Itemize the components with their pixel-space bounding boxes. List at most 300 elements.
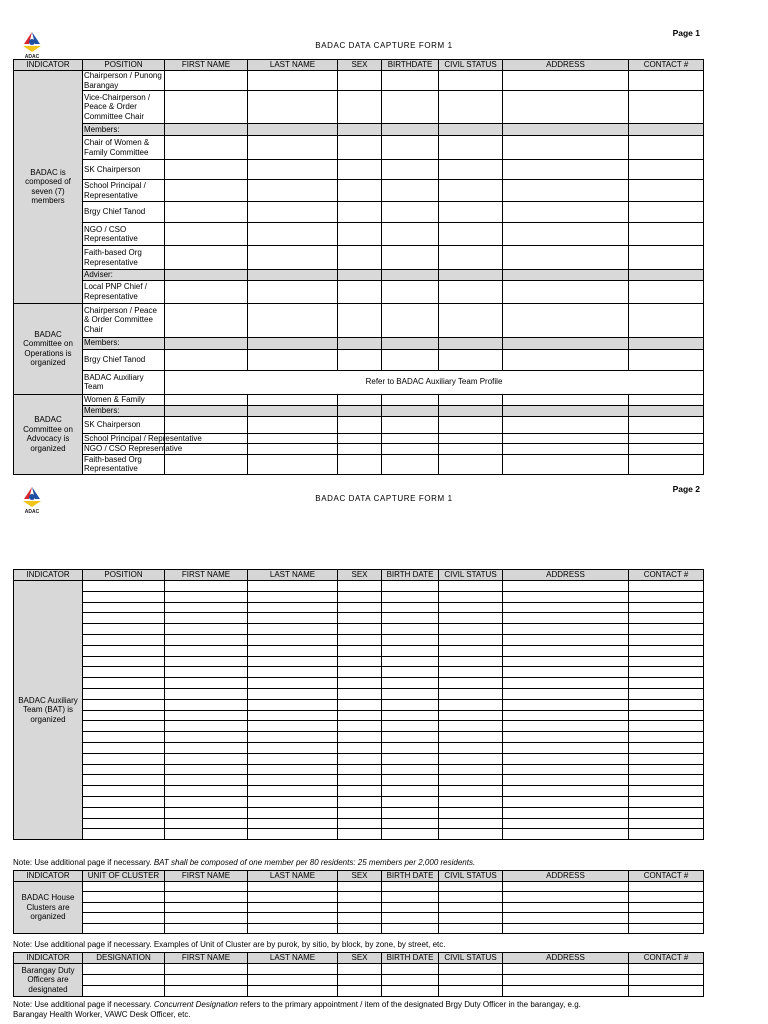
last-name-cell[interactable] xyxy=(248,246,338,270)
first-name-cell[interactable] xyxy=(165,986,248,997)
birthdate-cell[interactable] xyxy=(382,303,439,337)
birthdate-cell[interactable] xyxy=(382,796,439,807)
birthdate-cell[interactable] xyxy=(382,160,439,180)
last-name-cell[interactable] xyxy=(248,416,338,433)
civil-status-cell[interactable] xyxy=(439,764,503,775)
sex-cell[interactable] xyxy=(338,753,382,764)
address-cell[interactable] xyxy=(503,71,629,91)
contact-cell[interactable] xyxy=(629,246,704,270)
address-cell[interactable] xyxy=(503,602,629,613)
contact-cell[interactable] xyxy=(629,581,704,592)
civil-status-cell[interactable] xyxy=(439,180,503,202)
first-name-cell[interactable] xyxy=(165,223,248,246)
civil-status-cell[interactable] xyxy=(439,602,503,613)
last-name-cell[interactable] xyxy=(248,975,338,986)
position-cell[interactable] xyxy=(83,818,165,829)
last-name-cell[interactable] xyxy=(248,602,338,613)
sex-cell[interactable] xyxy=(338,678,382,689)
address-cell[interactable] xyxy=(503,764,629,775)
position-cell[interactable] xyxy=(83,634,165,645)
sex-cell[interactable] xyxy=(338,160,382,180)
sex-cell[interactable] xyxy=(338,246,382,270)
civil-status-cell[interactable] xyxy=(439,721,503,732)
sex-cell[interactable] xyxy=(338,645,382,656)
sex-cell[interactable] xyxy=(338,807,382,818)
sex-cell[interactable] xyxy=(338,742,382,753)
position-cell[interactable] xyxy=(83,923,165,933)
first-name-cell[interactable] xyxy=(165,913,248,923)
contact-cell[interactable] xyxy=(629,416,704,433)
civil-status-cell[interactable] xyxy=(439,246,503,270)
first-name-cell[interactable] xyxy=(165,829,248,840)
first-name-cell[interactable] xyxy=(165,337,248,349)
civil-status-cell[interactable] xyxy=(439,270,503,281)
last-name-cell[interactable] xyxy=(248,721,338,732)
contact-cell[interactable] xyxy=(629,732,704,743)
civil-status-cell[interactable] xyxy=(439,280,503,303)
last-name-cell[interactable] xyxy=(248,394,338,405)
birthdate-cell[interactable] xyxy=(382,710,439,721)
address-cell[interactable] xyxy=(503,454,629,474)
birthdate-cell[interactable] xyxy=(382,246,439,270)
sex-cell[interactable] xyxy=(338,613,382,624)
position-cell[interactable] xyxy=(83,775,165,786)
first-name-cell[interactable] xyxy=(165,202,248,223)
address-cell[interactable] xyxy=(503,721,629,732)
position-cell[interactable] xyxy=(83,742,165,753)
civil-status-cell[interactable] xyxy=(439,645,503,656)
birthdate-cell[interactable] xyxy=(382,180,439,202)
position-cell[interactable] xyxy=(83,902,165,912)
last-name-cell[interactable] xyxy=(248,337,338,349)
first-name-cell[interactable] xyxy=(165,160,248,180)
civil-status-cell[interactable] xyxy=(439,416,503,433)
birthdate-cell[interactable] xyxy=(382,433,439,444)
civil-status-cell[interactable] xyxy=(439,667,503,678)
last-name-cell[interactable] xyxy=(248,270,338,281)
last-name-cell[interactable] xyxy=(248,303,338,337)
first-name-cell[interactable] xyxy=(165,796,248,807)
birthdate-cell[interactable] xyxy=(382,764,439,775)
birthdate-cell[interactable] xyxy=(382,602,439,613)
first-name-cell[interactable] xyxy=(165,764,248,775)
first-name-cell[interactable] xyxy=(165,624,248,635)
contact-cell[interactable] xyxy=(629,892,704,902)
civil-status-cell[interactable] xyxy=(439,986,503,997)
first-name-cell[interactable] xyxy=(165,882,248,892)
civil-status-cell[interactable] xyxy=(439,902,503,912)
sex-cell[interactable] xyxy=(338,796,382,807)
position-cell[interactable] xyxy=(83,710,165,721)
civil-status-cell[interactable] xyxy=(439,829,503,840)
civil-status-cell[interactable] xyxy=(439,160,503,180)
contact-cell[interactable] xyxy=(629,634,704,645)
sex-cell[interactable] xyxy=(338,667,382,678)
position-cell[interactable] xyxy=(83,581,165,592)
sex-cell[interactable] xyxy=(338,433,382,444)
birthdate-cell[interactable] xyxy=(382,775,439,786)
birthdate-cell[interactable] xyxy=(382,405,439,416)
last-name-cell[interactable] xyxy=(248,667,338,678)
first-name-cell[interactable] xyxy=(165,124,248,136)
first-name-cell[interactable] xyxy=(165,645,248,656)
first-name-cell[interactable] xyxy=(165,688,248,699)
contact-cell[interactable] xyxy=(629,270,704,281)
civil-status-cell[interactable] xyxy=(439,71,503,91)
first-name-cell[interactable] xyxy=(165,405,248,416)
first-name-cell[interactable] xyxy=(165,246,248,270)
civil-status-cell[interactable] xyxy=(439,349,503,370)
address-cell[interactable] xyxy=(503,732,629,743)
address-cell[interactable] xyxy=(503,742,629,753)
first-name-cell[interactable] xyxy=(165,732,248,743)
civil-status-cell[interactable] xyxy=(439,613,503,624)
first-name-cell[interactable] xyxy=(165,923,248,933)
civil-status-cell[interactable] xyxy=(439,223,503,246)
contact-cell[interactable] xyxy=(629,721,704,732)
birthdate-cell[interactable] xyxy=(382,964,439,975)
civil-status-cell[interactable] xyxy=(439,454,503,474)
position-cell[interactable] xyxy=(83,986,165,997)
first-name-cell[interactable] xyxy=(165,416,248,433)
last-name-cell[interactable] xyxy=(248,923,338,933)
contact-cell[interactable] xyxy=(629,902,704,912)
contact-cell[interactable] xyxy=(629,444,704,455)
position-cell[interactable] xyxy=(83,796,165,807)
birthdate-cell[interactable] xyxy=(382,337,439,349)
last-name-cell[interactable] xyxy=(248,223,338,246)
civil-status-cell[interactable] xyxy=(439,656,503,667)
address-cell[interactable] xyxy=(503,280,629,303)
civil-status-cell[interactable] xyxy=(439,91,503,124)
civil-status-cell[interactable] xyxy=(439,433,503,444)
contact-cell[interactable] xyxy=(629,710,704,721)
civil-status-cell[interactable] xyxy=(439,710,503,721)
birthdate-cell[interactable] xyxy=(382,349,439,370)
last-name-cell[interactable] xyxy=(248,892,338,902)
address-cell[interactable] xyxy=(503,786,629,797)
address-cell[interactable] xyxy=(503,624,629,635)
first-name-cell[interactable] xyxy=(165,602,248,613)
last-name-cell[interactable] xyxy=(248,829,338,840)
birthdate-cell[interactable] xyxy=(382,416,439,433)
civil-status-cell[interactable] xyxy=(439,775,503,786)
address-cell[interactable] xyxy=(503,581,629,592)
sex-cell[interactable] xyxy=(338,786,382,797)
first-name-cell[interactable] xyxy=(165,591,248,602)
contact-cell[interactable] xyxy=(629,818,704,829)
sex-cell[interactable] xyxy=(338,710,382,721)
last-name-cell[interactable] xyxy=(248,913,338,923)
contact-cell[interactable] xyxy=(629,136,704,160)
address-cell[interactable] xyxy=(503,656,629,667)
position-cell[interactable] xyxy=(83,892,165,902)
civil-status-cell[interactable] xyxy=(439,624,503,635)
address-cell[interactable] xyxy=(503,913,629,923)
sex-cell[interactable] xyxy=(338,180,382,202)
civil-status-cell[interactable] xyxy=(439,732,503,743)
address-cell[interactable] xyxy=(503,613,629,624)
civil-status-cell[interactable] xyxy=(439,202,503,223)
last-name-cell[interactable] xyxy=(248,882,338,892)
civil-status-cell[interactable] xyxy=(439,124,503,136)
address-cell[interactable] xyxy=(503,923,629,933)
first-name-cell[interactable] xyxy=(165,454,248,474)
contact-cell[interactable] xyxy=(629,303,704,337)
address-cell[interactable] xyxy=(503,829,629,840)
birthdate-cell[interactable] xyxy=(382,136,439,160)
contact-cell[interactable] xyxy=(629,71,704,91)
position-cell[interactable] xyxy=(83,786,165,797)
civil-status-cell[interactable] xyxy=(439,923,503,933)
sex-cell[interactable] xyxy=(338,975,382,986)
civil-status-cell[interactable] xyxy=(439,136,503,160)
position-cell[interactable] xyxy=(83,753,165,764)
last-name-cell[interactable] xyxy=(248,753,338,764)
birthdate-cell[interactable] xyxy=(382,786,439,797)
address-cell[interactable] xyxy=(503,699,629,710)
last-name-cell[interactable] xyxy=(248,732,338,743)
last-name-cell[interactable] xyxy=(248,710,338,721)
sex-cell[interactable] xyxy=(338,91,382,124)
contact-cell[interactable] xyxy=(629,433,704,444)
last-name-cell[interactable] xyxy=(248,902,338,912)
birthdate-cell[interactable] xyxy=(382,732,439,743)
last-name-cell[interactable] xyxy=(248,349,338,370)
contact-cell[interactable] xyxy=(629,786,704,797)
birthdate-cell[interactable] xyxy=(382,394,439,405)
sex-cell[interactable] xyxy=(338,721,382,732)
address-cell[interactable] xyxy=(503,91,629,124)
contact-cell[interactable] xyxy=(629,667,704,678)
civil-status-cell[interactable] xyxy=(439,892,503,902)
position-cell[interactable] xyxy=(83,624,165,635)
contact-cell[interactable] xyxy=(629,678,704,689)
position-cell[interactable] xyxy=(83,591,165,602)
address-cell[interactable] xyxy=(503,444,629,455)
contact-cell[interactable] xyxy=(629,613,704,624)
sex-cell[interactable] xyxy=(338,454,382,474)
last-name-cell[interactable] xyxy=(248,280,338,303)
birthdate-cell[interactable] xyxy=(382,202,439,223)
birthdate-cell[interactable] xyxy=(382,91,439,124)
first-name-cell[interactable] xyxy=(165,892,248,902)
contact-cell[interactable] xyxy=(629,699,704,710)
address-cell[interactable] xyxy=(503,124,629,136)
first-name-cell[interactable] xyxy=(165,71,248,91)
civil-status-cell[interactable] xyxy=(439,786,503,797)
contact-cell[interactable] xyxy=(629,124,704,136)
sex-cell[interactable] xyxy=(338,775,382,786)
last-name-cell[interactable] xyxy=(248,764,338,775)
contact-cell[interactable] xyxy=(629,829,704,840)
last-name-cell[interactable] xyxy=(248,645,338,656)
sex-cell[interactable] xyxy=(338,280,382,303)
birthdate-cell[interactable] xyxy=(382,581,439,592)
address-cell[interactable] xyxy=(503,433,629,444)
first-name-cell[interactable] xyxy=(165,667,248,678)
address-cell[interactable] xyxy=(503,688,629,699)
sex-cell[interactable] xyxy=(338,688,382,699)
first-name-cell[interactable] xyxy=(165,721,248,732)
contact-cell[interactable] xyxy=(629,180,704,202)
birthdate-cell[interactable] xyxy=(382,667,439,678)
last-name-cell[interactable] xyxy=(248,124,338,136)
civil-status-cell[interactable] xyxy=(439,581,503,592)
birthdate-cell[interactable] xyxy=(382,124,439,136)
sex-cell[interactable] xyxy=(338,416,382,433)
contact-cell[interactable] xyxy=(629,454,704,474)
birthdate-cell[interactable] xyxy=(382,678,439,689)
last-name-cell[interactable] xyxy=(248,786,338,797)
first-name-cell[interactable] xyxy=(165,349,248,370)
address-cell[interactable] xyxy=(503,160,629,180)
sex-cell[interactable] xyxy=(338,732,382,743)
last-name-cell[interactable] xyxy=(248,699,338,710)
sex-cell[interactable] xyxy=(338,303,382,337)
sex-cell[interactable] xyxy=(338,270,382,281)
contact-cell[interactable] xyxy=(629,349,704,370)
last-name-cell[interactable] xyxy=(248,688,338,699)
sex-cell[interactable] xyxy=(338,405,382,416)
position-cell[interactable] xyxy=(83,667,165,678)
first-name-cell[interactable] xyxy=(165,678,248,689)
address-cell[interactable] xyxy=(503,775,629,786)
civil-status-cell[interactable] xyxy=(439,742,503,753)
contact-cell[interactable] xyxy=(629,91,704,124)
civil-status-cell[interactable] xyxy=(439,975,503,986)
address-cell[interactable] xyxy=(503,796,629,807)
birthdate-cell[interactable] xyxy=(382,807,439,818)
contact-cell[interactable] xyxy=(629,394,704,405)
last-name-cell[interactable] xyxy=(248,613,338,624)
position-cell[interactable] xyxy=(83,829,165,840)
contact-cell[interactable] xyxy=(629,656,704,667)
first-name-cell[interactable] xyxy=(165,818,248,829)
position-cell[interactable] xyxy=(83,721,165,732)
address-cell[interactable] xyxy=(503,753,629,764)
address-cell[interactable] xyxy=(503,136,629,160)
sex-cell[interactable] xyxy=(338,624,382,635)
birthdate-cell[interactable] xyxy=(382,591,439,602)
birthdate-cell[interactable] xyxy=(382,699,439,710)
address-cell[interactable] xyxy=(503,180,629,202)
sex-cell[interactable] xyxy=(338,581,382,592)
contact-cell[interactable] xyxy=(629,764,704,775)
sex-cell[interactable] xyxy=(338,124,382,136)
address-cell[interactable] xyxy=(503,223,629,246)
birthdate-cell[interactable] xyxy=(382,721,439,732)
last-name-cell[interactable] xyxy=(248,796,338,807)
birthdate-cell[interactable] xyxy=(382,454,439,474)
last-name-cell[interactable] xyxy=(248,202,338,223)
position-cell[interactable] xyxy=(83,613,165,624)
sex-cell[interactable] xyxy=(338,913,382,923)
birthdate-cell[interactable] xyxy=(382,902,439,912)
first-name-cell[interactable] xyxy=(165,634,248,645)
last-name-cell[interactable] xyxy=(248,818,338,829)
sex-cell[interactable] xyxy=(338,602,382,613)
contact-cell[interactable] xyxy=(629,742,704,753)
birthdate-cell[interactable] xyxy=(382,753,439,764)
birthdate-cell[interactable] xyxy=(382,71,439,91)
last-name-cell[interactable] xyxy=(248,180,338,202)
first-name-cell[interactable] xyxy=(165,581,248,592)
sex-cell[interactable] xyxy=(338,71,382,91)
contact-cell[interactable] xyxy=(629,688,704,699)
address-cell[interactable] xyxy=(503,667,629,678)
address-cell[interactable] xyxy=(503,807,629,818)
last-name-cell[interactable] xyxy=(248,775,338,786)
first-name-cell[interactable] xyxy=(165,753,248,764)
first-name-cell[interactable] xyxy=(165,902,248,912)
sex-cell[interactable] xyxy=(338,882,382,892)
contact-cell[interactable] xyxy=(629,337,704,349)
birthdate-cell[interactable] xyxy=(382,913,439,923)
last-name-cell[interactable] xyxy=(248,656,338,667)
birthdate-cell[interactable] xyxy=(382,645,439,656)
contact-cell[interactable] xyxy=(629,753,704,764)
address-cell[interactable] xyxy=(503,710,629,721)
civil-status-cell[interactable] xyxy=(439,394,503,405)
birthdate-cell[interactable] xyxy=(382,223,439,246)
address-cell[interactable] xyxy=(503,416,629,433)
civil-status-cell[interactable] xyxy=(439,913,503,923)
civil-status-cell[interactable] xyxy=(439,818,503,829)
last-name-cell[interactable] xyxy=(248,807,338,818)
civil-status-cell[interactable] xyxy=(439,303,503,337)
contact-cell[interactable] xyxy=(629,986,704,997)
last-name-cell[interactable] xyxy=(248,454,338,474)
first-name-cell[interactable] xyxy=(165,710,248,721)
contact-cell[interactable] xyxy=(629,160,704,180)
last-name-cell[interactable] xyxy=(248,581,338,592)
address-cell[interactable] xyxy=(503,303,629,337)
birthdate-cell[interactable] xyxy=(382,624,439,635)
civil-status-cell[interactable] xyxy=(439,634,503,645)
birthdate-cell[interactable] xyxy=(382,742,439,753)
contact-cell[interactable] xyxy=(629,775,704,786)
contact-cell[interactable] xyxy=(629,223,704,246)
position-cell[interactable] xyxy=(83,764,165,775)
address-cell[interactable] xyxy=(503,634,629,645)
contact-cell[interactable] xyxy=(629,923,704,933)
address-cell[interactable] xyxy=(503,246,629,270)
birthdate-cell[interactable] xyxy=(382,818,439,829)
address-cell[interactable] xyxy=(503,892,629,902)
birthdate-cell[interactable] xyxy=(382,975,439,986)
first-name-cell[interactable] xyxy=(165,656,248,667)
position-cell[interactable] xyxy=(83,656,165,667)
contact-cell[interactable] xyxy=(629,591,704,602)
first-name-cell[interactable] xyxy=(165,280,248,303)
contact-cell[interactable] xyxy=(629,807,704,818)
position-cell[interactable] xyxy=(83,975,165,986)
last-name-cell[interactable] xyxy=(248,91,338,124)
address-cell[interactable] xyxy=(503,270,629,281)
civil-status-cell[interactable] xyxy=(439,882,503,892)
first-name-cell[interactable] xyxy=(165,270,248,281)
contact-cell[interactable] xyxy=(629,975,704,986)
civil-status-cell[interactable] xyxy=(439,807,503,818)
last-name-cell[interactable] xyxy=(248,964,338,975)
sex-cell[interactable] xyxy=(338,136,382,160)
sex-cell[interactable] xyxy=(338,202,382,223)
sex-cell[interactable] xyxy=(338,444,382,455)
contact-cell[interactable] xyxy=(629,602,704,613)
sex-cell[interactable] xyxy=(338,337,382,349)
position-cell[interactable] xyxy=(83,678,165,689)
